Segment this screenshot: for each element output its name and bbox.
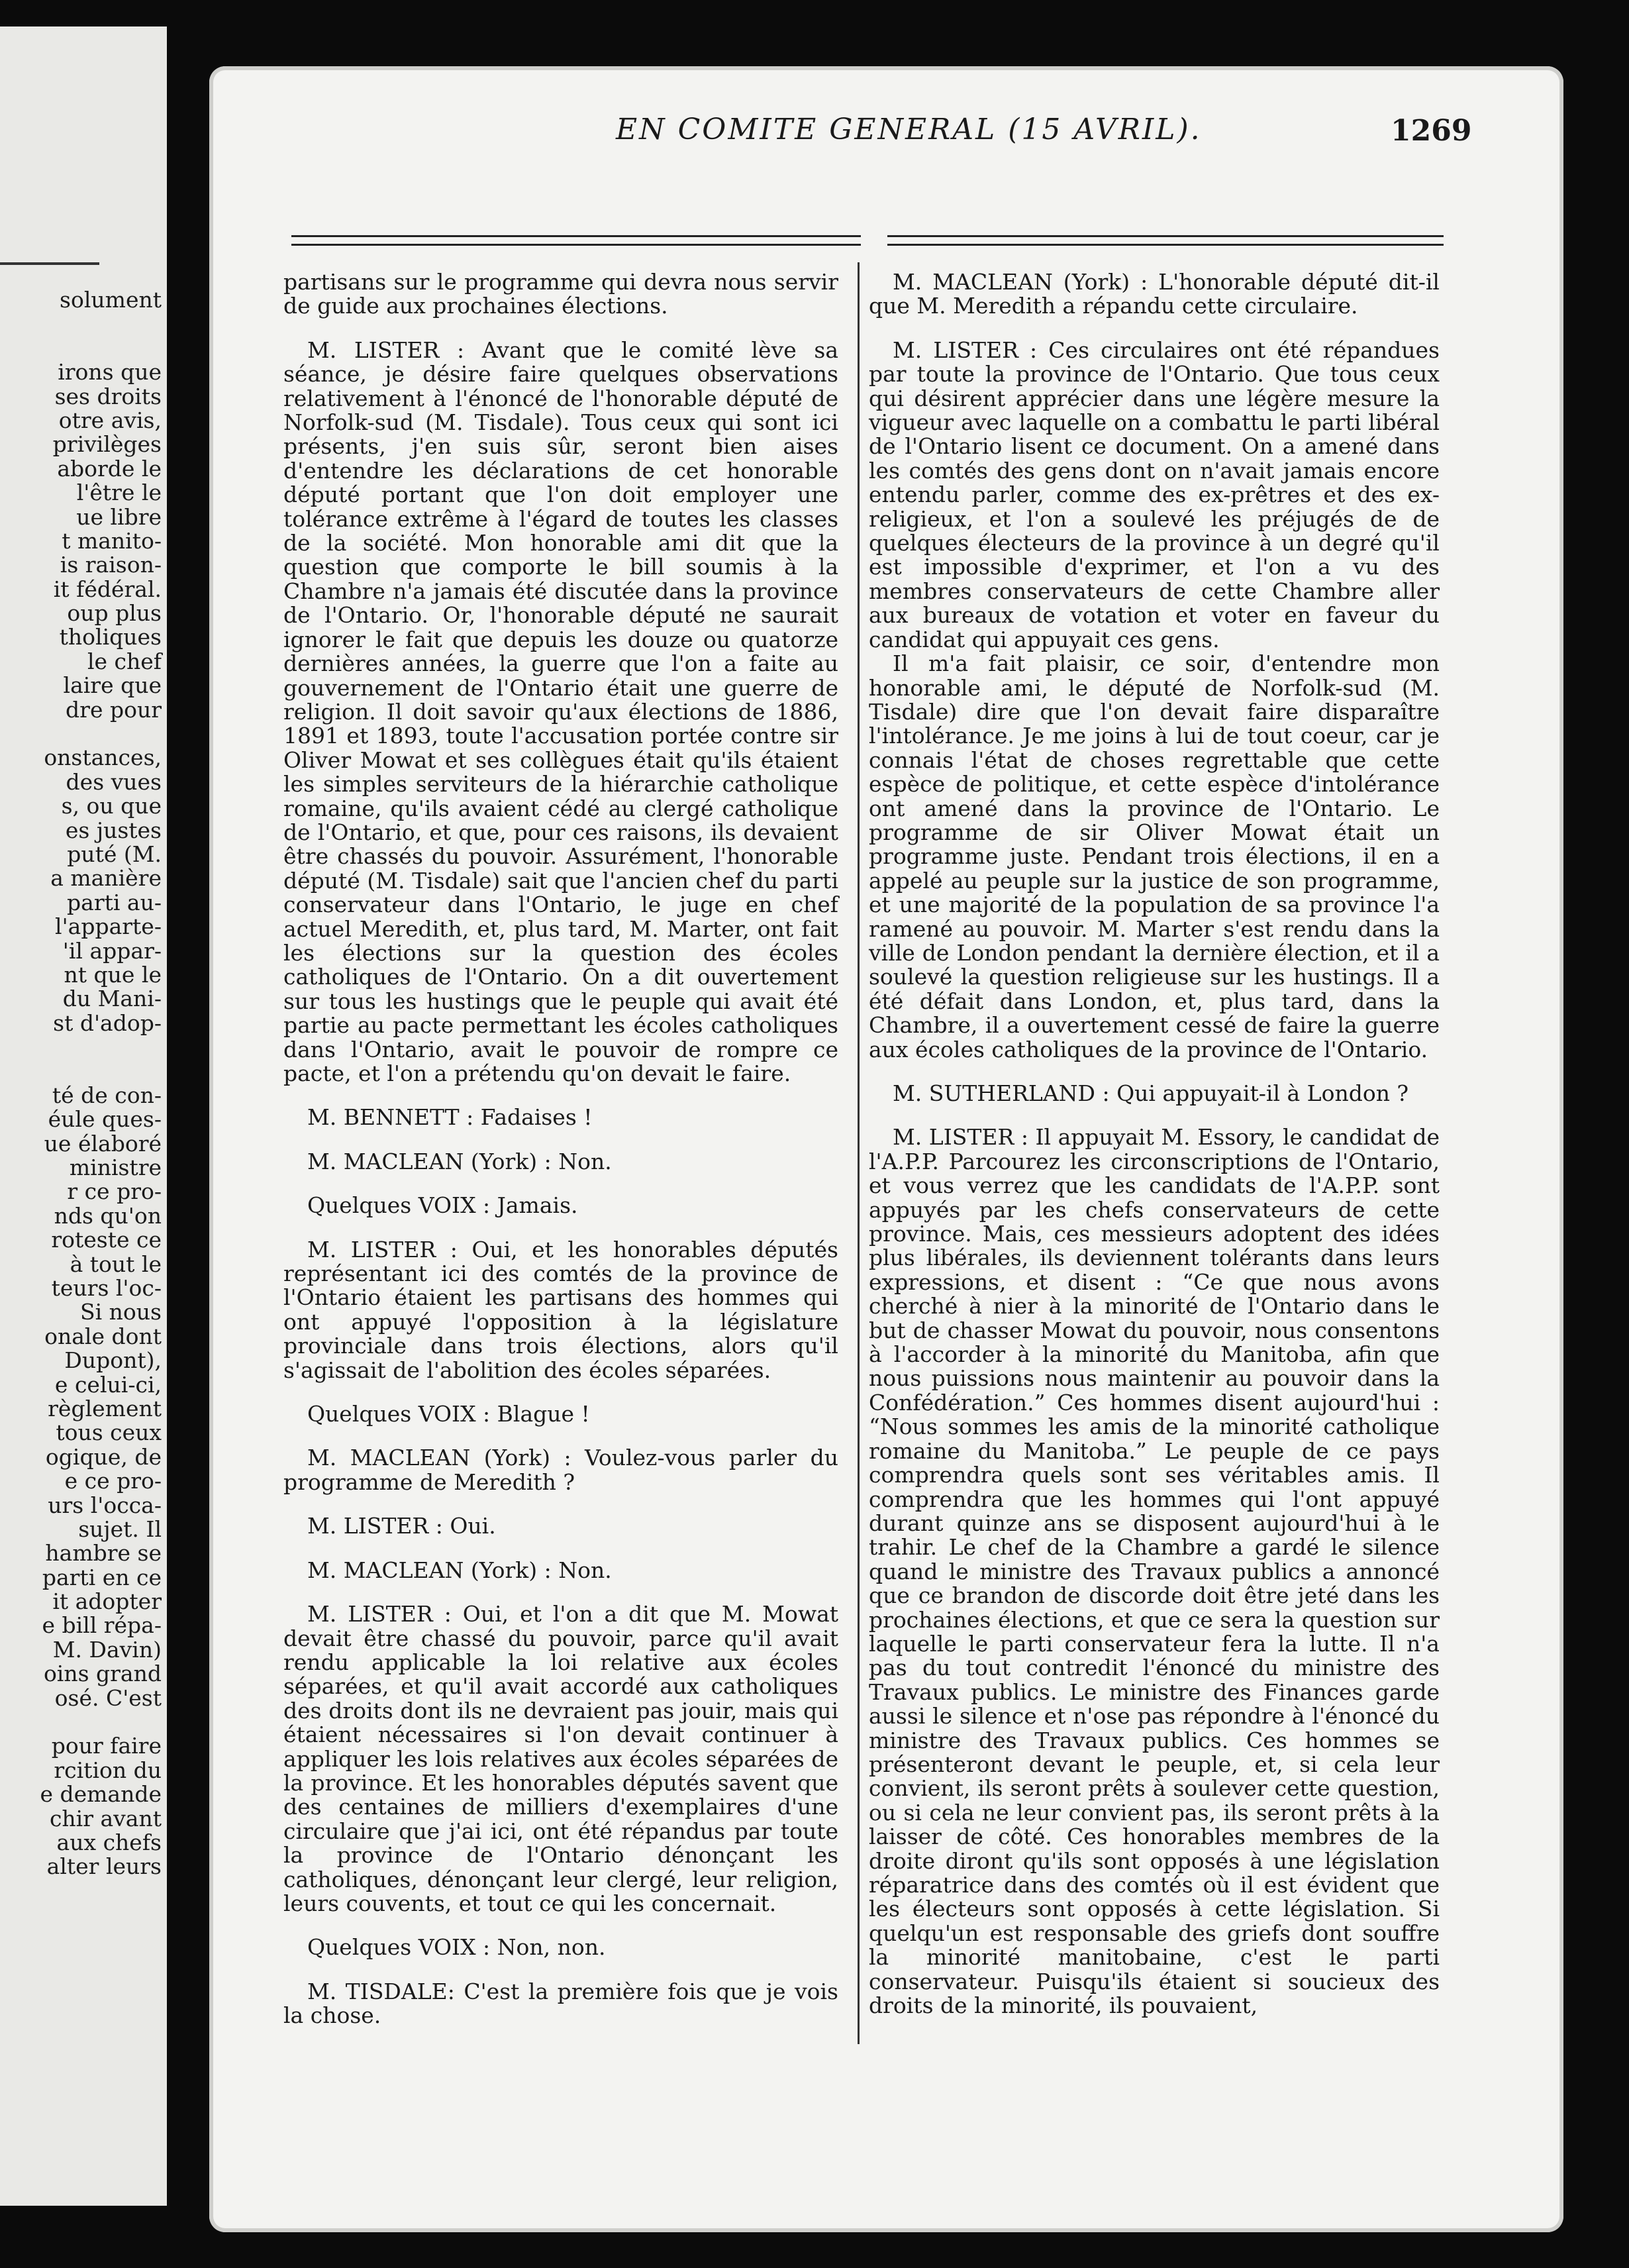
- prev-line: ogique, de: [45, 1443, 162, 1470]
- prev-line: le chef: [87, 648, 162, 674]
- prev-line: laire que: [63, 672, 162, 699]
- prev-line: e demande: [40, 1781, 162, 1808]
- prev-line: otre avis,: [58, 407, 162, 433]
- prev-line: s, ou que: [61, 793, 162, 819]
- prev-line: 'il appar-: [62, 937, 162, 964]
- prev-line: aborde le: [57, 455, 162, 482]
- previous-page-fragments: [40, 288, 162, 1879]
- prev-line: alter leurs: [46, 1853, 162, 1880]
- paragraph: M. MACLEAN (York) : Non.: [307, 1557, 612, 1583]
- paragraph: Quelques VOIX : Jamais.: [307, 1192, 578, 1219]
- prev-line: [40, 722, 162, 746]
- column-divider: [858, 262, 860, 2044]
- paragraph: M. BENNETT : Fadaises !: [307, 1104, 593, 1131]
- left-column: [283, 270, 838, 2028]
- page-header: [397, 113, 1472, 159]
- prev-line: irons que: [58, 359, 162, 386]
- paragraph: M. LISTER : Oui, et l'on a dit que M. Mowat devait être chassé du pouvoir, parce qu'il avait rendu applicable la loi relative aux écoles séparées, et qu'il avait accordé aux catholiques des droits dont ils ne devraient pas jouir, mais qui étaient nécessaires si l'on devait continuer à appliquer les lois relatives aux écoles séparées de la province. Et les honorables députés savent que des centaines de milliers d'exemplaires d'une circulaire que j'ai ici, ont été répandus par toute la province de l'Ontario dénonçant les catholiques, dénonçant leur clergé, leur religion, leurs couvents, et tout ce qui les concernait.: [283, 1601, 838, 1916]
- prev-line: du Mani-: [62, 986, 162, 1012]
- prev-line: onstances,: [44, 745, 162, 771]
- running-title: EN COMITE GENERAL (15 AVRIL).: [616, 113, 1202, 146]
- prev-line: rcition du: [54, 1757, 162, 1783]
- prev-line: t manito-: [62, 527, 162, 554]
- previous-page-rule: [0, 262, 99, 265]
- prev-line: ses droits: [54, 383, 162, 409]
- prev-line: e celui-ci,: [54, 1371, 162, 1398]
- prev-line: [40, 336, 162, 360]
- prev-line: sujet. Il: [78, 1516, 162, 1542]
- prev-line: oup plus: [67, 600, 162, 627]
- paragraph: M. SUTHERLAND : Qui appuyait-il à London ?: [893, 1080, 1409, 1106]
- prev-line: parti en ce: [42, 1564, 162, 1590]
- paragraph: M. LISTER : Ces circulaires ont été répandues par toute la province de l'Ontario. Que tous ceux qui désirent apprécier dans une légère mesure la vigueur avec laquelle on a combattu le parti libéral de l'Ontario lisent ce document. On a amené dans les comtés des gens dont on n'avait jamais encore entendu parler, comme des ex-prêtres et des ex-religieux, et l'on a soulevé les préjugés de de quelques électeurs de la province à un degré qu'il est impossible d'exprimer, et l'on a vu des membres conservateurs de cette Chambre aller aux bureaux de votation et voter en faveur du candidat qui appuyait ces gens.: [869, 336, 1440, 652]
- paragraph: M. MACLEAN (York) : L'honorable député dit-il que M. Meredith a répandu cette circulaire.: [869, 269, 1440, 319]
- prev-line: puté (M.: [67, 841, 162, 867]
- header-rule-left-2: [291, 244, 861, 246]
- prev-line: es justes: [65, 817, 162, 843]
- paragraph: Il m'a fait plaisir, ce soir, d'entendre mon honorable ami, le député de Norfolk-sud (M. Tisdale) dire que l'on devait faire disparaître l'intolérance. Je me joins à lui de tout coeur, car je connais l'état de choses regrettable que cette espèce de politique, et cette espèce d'intolérance ont amené dans la province de l'Ontario. Le programme de sir Oliver Mowat était un programme juste. Pendant trois élections, il en a appelé au peuple sur la justice de son programme, et une majorité de la population de sa province l'a ramené au pouvoir. M. Marter s'est rendu dans la ville de London pendant la dernière élection, et il a soulevé la question religieuse sur les hustings. Il a été défait dans London, et, plus tard, dans la Chambre, il a ouvertement cessé de faire la guerre aux écoles catholiques de la province de l'Ontario.: [869, 650, 1440, 1062]
- paragraph: Quelques VOIX : Blague !: [307, 1401, 590, 1427]
- previous-page-edge: [0, 26, 167, 2206]
- prev-line: teurs l'oc-: [51, 1275, 162, 1302]
- prev-line: onale dont: [44, 1323, 162, 1349]
- prev-line: aux chefs: [56, 1830, 162, 1855]
- prev-line: e bill répa-: [42, 1612, 162, 1639]
- paragraph: M. LISTER : Il appuyait M. Essory, le candidat de l'A.P.P. Parcourez les circonscriptions de l'Ontario, et vous verrez que les candidats de l'A.P.P. sont appuyés par les chefs conservateurs de cette province. Mais, ces messieurs adoptent des idées plus libérales, ils deviennent tolérants dans leurs expressions, et disent : “Ce que nous avons cherché à nier à la minorité de l'Ontario dans le but de chasser Mowat du pouvoir, nous consentons à l'accorder à la minorité du Manitoba, afin que nous puissions nous maintenir au pouvoir dans la Confédération.” Ces hommes disent aujourd'hui : “Nous sommes les amis de la minorité catholique romaine du Manitoba.” Le peuple de ce pays comprendra quels sont ses véritables amis. Il comprendra que les hommes qui l'ont appuyé durant quinze ans se disposent aujourd'hui à le trahir. Le chef de la Chambre a gardé le silence quand le ministre des Travaux publics a annoncé que ce brandon de discorde doit être jeté dans les prochaines élections, et que ce sera la question sur laquelle le parti conservateur fera la lutte. Il n'a pas du tout contredit l'énoncé du ministre des Travaux publics. Le ministre des Finances garde aussi le silence et n'ose pas répondre à l'énoncé du ministre des Travaux publics. Ces hommes se présenteront devant le peuple, et, si cela leur convient, ils seront prêts à soulever cette question, ou si cela ne leur convient pas, ils seront prêts à la laisser de côté. Ces honorables membres de la droite diront qu'ils sont opposés à une législation réparatrice dans des comtés où il est évident que les électeurs sont opposés à cette législation. Si quelqu'un est responsable des griefs dont souffre la minorité manitobaine, c'est le parti conservateur. Puisqu'ils étaient si soucieux des droits de la minorité, ils pouvaient,: [869, 1124, 1440, 2019]
- page-number: 1269: [1391, 114, 1472, 148]
- prev-line: st d'adop-: [53, 1009, 162, 1036]
- paragraph: M. LISTER : Oui.: [307, 1513, 496, 1539]
- prev-line: ue élaboré: [44, 1130, 162, 1157]
- paragraph: Quelques VOIX : Non, non.: [307, 1934, 606, 1961]
- prev-line: tous ceux: [56, 1419, 162, 1446]
- paragraph: M. MACLEAN (York) : Non.: [307, 1148, 612, 1174]
- prev-line: solument: [60, 287, 162, 313]
- prev-line: tholiques: [59, 624, 162, 650]
- right-column: [869, 270, 1440, 2018]
- prev-line: is raison-: [60, 552, 162, 578]
- prev-line: r ce pro-: [67, 1178, 162, 1205]
- prev-line: privilèges: [52, 431, 162, 458]
- prev-line: oins grand: [43, 1661, 162, 1687]
- header-rule-right: [887, 235, 1444, 237]
- prev-line: urs l'occa-: [48, 1492, 162, 1518]
- prev-line: [40, 1710, 162, 1734]
- prev-line: [40, 312, 162, 336]
- prev-line: it fédéral.: [53, 576, 162, 602]
- prev-line: des vues: [66, 768, 162, 795]
- prev-line: roteste ce: [51, 1227, 162, 1253]
- paragraph: M. LISTER : Oui, et les honorables députés représentant ici des comtés de la province de l'Ontario étaient les partisans des hommes qui ont appuyé l'opposition à la législature provinciale dans trois élections, alors qu'il s'agissait de l'abolition des écoles séparées.: [283, 1236, 838, 1383]
- prev-line: parti au-: [67, 889, 162, 915]
- prev-line: à tout le: [70, 1251, 162, 1277]
- prev-line: l'être le: [76, 480, 162, 506]
- prev-line: [40, 1060, 162, 1084]
- prev-line: ministre: [69, 1155, 162, 1181]
- prev-line: e ce pro-: [64, 1468, 162, 1494]
- paragraph: M. LISTER : Avant que le comité lève sa séance, je désire faire quelques observations relativement à l'énoncé de l'honorable député de Norfolk-sud (M. Tisdale). Tous ceux qui sont ici présents, j'en suis sûr, seront bien aises d'entendre les déclarations de cet honorable député portant que l'on doit employer une tolérance extrême à l'égard de toutes les classes de la société. Mon honorable ami dit que la question que comporte le bill soumis à la Chambre n'a jamais été discutée dans la province de l'Ontario. Or, l'honorable député ne saurait ignorer le fait que depuis les douze ou quatorze dernières années, la guerre que l'on a faite au gouvernement de l'Ontario était une guerre de religion. Il doit savoir qu'aux élections de 1886, 1891 et 1893, toute l'accusation portée contre sir Oliver Mowat et ses collègues était qu'ils étaient les simples serviteurs de la hiérarchie catholique romaine, qu'ils avaient cédé au clergé catholique de l'Ontario, et que, pour ces raisons, ils devaient être chassés du pouvoir. Assurément, l'honorable député (M. Tisdale) sait que l'ancien chef du parti conservateur dans l'Ontario, le juge en chef actuel Meredith, et, plus tard, M. Marter, ont fait les élections sur la question des écoles catholiques de l'Ontario. On a dit ouvertement sur tous les hustings que le peuple qui avait été partie au pacte permettant les écoles catholiques dans l'Ontario, avait le pouvoir de rompre ce pacte, et l'on a prétendu qu'on devait le faire.: [283, 336, 838, 1086]
- prev-line: éule ques-: [48, 1106, 162, 1133]
- prev-line: [40, 1035, 162, 1059]
- prev-line: it adopter: [52, 1588, 162, 1615]
- paragraph: partisans sur le programme qui devra nous servir de guide aux prochaines élections.: [283, 269, 838, 319]
- header-rule-right-2: [887, 244, 1444, 246]
- header-rule-left: [291, 235, 861, 237]
- prev-line: dre pour: [66, 696, 162, 723]
- prev-line: nt que le: [64, 961, 162, 988]
- prev-line: osé. C'est: [54, 1684, 162, 1711]
- prev-line: hambre se: [45, 1540, 162, 1567]
- prev-line: nds qu'on: [54, 1202, 162, 1229]
- prev-line: M. Davin): [52, 1636, 162, 1663]
- paragraph: M. TISDALE: C'est la première fois que je vois la chose.: [283, 1978, 838, 2029]
- paragraph: M. MACLEAN (York) : Voulez-vous parler du programme de Meredith ?: [283, 1445, 838, 1495]
- prev-line: pour faire: [51, 1733, 162, 1759]
- prev-line: règlement: [48, 1395, 162, 1421]
- prev-line: ue libre: [76, 503, 162, 530]
- prev-line: Si nous: [80, 1299, 162, 1325]
- prev-line: a manière: [50, 865, 162, 892]
- prev-line: Dupont),: [64, 1347, 162, 1374]
- prev-line: chir avant: [49, 1805, 162, 1831]
- prev-line: l'apparte-: [55, 913, 162, 940]
- prev-line: té de con-: [52, 1082, 162, 1108]
